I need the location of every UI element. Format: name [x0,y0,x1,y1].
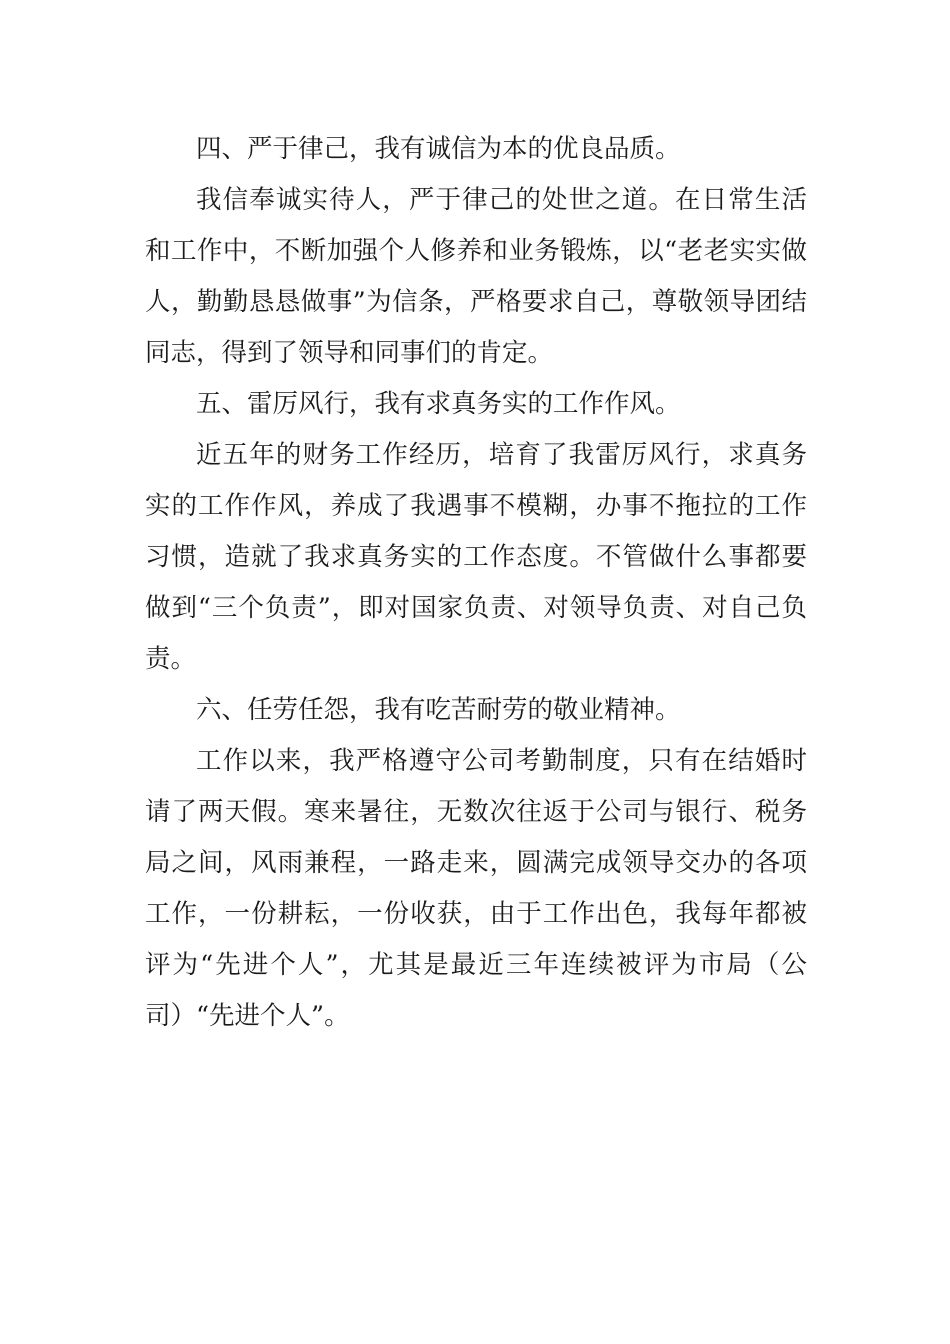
section-heading-6: 六、任劳任怨，我有吃苦耐劳的敬业精神。 [196,695,681,725]
body-paragraph: 近五年的财务工作经历，培育了我雷厉风行，求真务实的工作作风，养成了我遇事不模糊，办事不拖拉的工作习惯，造就了我求真务实的工作态度。不管做什么事都要做到“三个负责”，即对国家负责、对领导负责、对自己负责。 [145,440,807,674]
body-paragraph: 工作以来，我严格遵守公司考勤制度，只有在结婚时请了两天假。寒来暑往，无数次往返于公司与银行、税务局之间，风雨兼程，一路走来，圆满完成领导交办的各项工作，一份耕耘，一份收获，由于工作出色，我每年都被评为“先进个人”，尤其是最近三年连续被评为市局（公司）“先进个人”。 [145,746,807,1031]
section-heading-5: 五、雷厉风行，我有求真务实的工作作风。 [196,389,681,419]
body-paragraph: 我信奉诚实待人，严于律己的处世之道。在日常生活和工作中，不断加强个人修养和业务锻炼，以“老老实实做人，勤勤恳恳做事”为信条，严格要求自己，尊敬领导团结同志，得到了领导和同事们的肯定。 [145,185,807,368]
section-heading-4: 四、严于律己，我有诚信为本的优良品质。 [196,134,681,164]
document-body [145,124,807,1042]
